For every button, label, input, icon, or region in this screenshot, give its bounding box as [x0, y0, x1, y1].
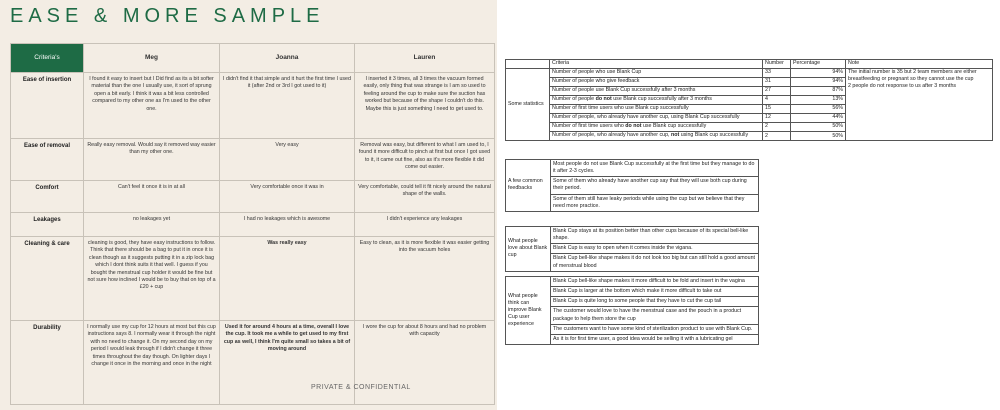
comparison-panel [0, 0, 497, 410]
cell-meg: I found it easy to insert but I Did find as its a bit softer material than the one I usually use, it sort of sprung open a bit early. I think it was a bit less controlled compared to my other one as I'm used to the other one. [84, 73, 220, 139]
feedback-table-love [505, 226, 759, 272]
cell-lauren: I inserted it 3 times, all 3 times the vacuum formed easily, only thing that was strange is I am so used to feeling around the cup to make sure the suction has worked but because of the shape I couldn't do this. Maybe this is just something I need to get used to. [355, 73, 495, 139]
cell-meg: Really easy removal. Would say it removed way easier than my other one. [84, 139, 220, 181]
table-row [11, 213, 495, 237]
stat-number: 2 [763, 123, 791, 132]
stat-percentage: 87% [791, 87, 846, 96]
stat-text: Number of first time users who use Blank cup successfully [552, 105, 689, 111]
stats-notes [846, 69, 993, 141]
cell-joanna: Very easy [220, 139, 355, 181]
row-criteria: Durability [11, 321, 84, 405]
stat-percentage: 50% [791, 132, 846, 141]
stat-number: 12 [763, 114, 791, 123]
table-row [506, 277, 759, 287]
feedback-item: Most people do not use Blank Cup successfully at the first time but they manage to do it after 2-3 cycles. [551, 160, 759, 177]
stats-header-percentage: Percentage [791, 60, 846, 69]
header-joanna: Joanna [220, 44, 355, 73]
stat-bold: do not [595, 96, 612, 102]
stat-criteria [550, 96, 763, 105]
stat-text: Number of people, who already have another cup, using Blank Cup successfully [552, 114, 740, 120]
feedback-item: Blank Cup bell-like shape makes it do not look too big but can still hold a good amount of menstrual blood [551, 254, 759, 271]
note-text: 2 people do not response to us after 3 months [848, 82, 957, 89]
feedback-table-improve [505, 276, 759, 345]
feedback-item: Blank Cup is larger at the bottom which make it more difficult to take out [551, 287, 759, 297]
header-meg: Meg [84, 44, 220, 73]
feedback-label: What people love about Blank cup [506, 227, 551, 272]
cell-lauren: I wore the cup for about 8 hours and had no problem with capacity [355, 321, 495, 405]
table-row [11, 73, 495, 139]
cell-joanna: Was really easy [220, 237, 355, 321]
stat-percentage: 13% [791, 96, 846, 105]
stat-criteria [550, 87, 763, 96]
stat-text: use Blank cup successfully [641, 123, 707, 129]
stat-percentage: 94% [791, 78, 846, 87]
page-title: EASE & MORE SAMPLE [10, 5, 325, 27]
stat-percentage: 56% [791, 105, 846, 114]
header-criteria: Criteria's [11, 44, 84, 73]
cell-meg: cleaning is good, they have easy instructions to follow. Think that there should be a bag to put it in once it is clean though as it suggests putting it in a zip lock bag which I dont think suits it that well. I guess if you bought the menstrual cup holder it would be fine but not sure how inclined I would be to buy that on top of a £20 + cup [84, 237, 220, 321]
stat-text: using Blank cup successfully [679, 132, 749, 138]
stat-text: use Blank cup successfully after 3 months [611, 96, 712, 102]
cell-lauren: Easy to clean, as it is more flexible it was easier getting into the vacuum holes [355, 237, 495, 321]
stat-criteria [550, 78, 763, 87]
cell-meg: I normally use my cup for 12 hours at most but this cup instructions says 8. I normally wear it through the night with no need to change it. On my second day on my period I would leak through if I didn't change it three times throughout the day though. On lighter days I change it once in the morning and once in the night [84, 321, 220, 405]
stats-header-blank [506, 60, 550, 69]
cell-meg: no leakages yet [84, 213, 220, 237]
cell-lauren: Removal was easy, but different to what I am used to, I found it more difficult to pinch at first but once I got used to it, it came out fine, also as it's more flexible it did come out easier. [355, 139, 495, 181]
table-row [506, 227, 759, 244]
row-criteria: Comfort [11, 181, 84, 213]
table-row [506, 160, 759, 177]
comparison-table [10, 43, 495, 405]
cell-joanna: I didn't find it that simple and it hurt the first time I used it (after 2nd or 3rd I got used to it) [220, 73, 355, 139]
stat-number: 31 [763, 78, 791, 87]
feedback-label: A few common feedbacks [506, 160, 551, 212]
stat-number: 4 [763, 96, 791, 105]
stat-criteria [550, 105, 763, 114]
row-criteria: Ease of removal [11, 139, 84, 181]
stats-header-number: Number [763, 60, 791, 69]
stat-text: Number of people who use Blank Cup [552, 69, 642, 75]
feedback-item: The customer would love to have the menstrual case and the pouch in a product package to help them store the cup [551, 307, 759, 324]
cell-lauren: I didn't experience any leakages [355, 213, 495, 237]
stat-number: 33 [763, 69, 791, 78]
stat-text: Number of people, who already have another cup, [552, 132, 671, 138]
feedback-table-common [505, 159, 759, 212]
stat-bold: do not [625, 123, 642, 129]
stat-text: Number of people who give feedback [552, 78, 640, 84]
cell-joanna: I had no leakages which is awesome [220, 213, 355, 237]
note-text: The initial number is 35 but 2 team members are either breastfeeding or pregnant so they cannot use the cup [848, 69, 977, 82]
cell-joanna: Used it for around 4 hours at a time, overall I love the cup. It took me a while to get used to my first cup as well, I think I'm quite small so takes a bit of moving around [220, 321, 355, 405]
cell-lauren: Very comfortable, could tell it fit nicely around the natural shape of the walls. [355, 181, 495, 213]
table-row [506, 69, 993, 78]
feedback-item: Blank Cup bell-like shape makes it more difficult to be fold and insert in the vagina [551, 277, 759, 287]
stat-bold: not [670, 132, 680, 138]
cell-meg: Can't feel it once it is in at all [84, 181, 220, 213]
comparison-header-row [11, 44, 495, 73]
feedback-item: Some of them still have leaky periods while using the cup but we believe that they need more practice. [551, 194, 759, 211]
table-row [11, 181, 495, 213]
statistics-table [505, 59, 993, 141]
stats-label: Some statistics [506, 69, 550, 141]
stat-text: Number of first time users who [552, 123, 626, 129]
stat-criteria [550, 123, 763, 132]
feedback-item: Blank Cup is easy to open when it comes inside the vigana. [551, 244, 759, 254]
stat-percentage: 50% [791, 123, 846, 132]
stat-percentage: 94% [791, 69, 846, 78]
confidential-footer: PRIVATE & CONFIDENTIAL [311, 384, 411, 391]
feedback-item: The customers want to have some kind of sterilization product to use with Blank Cup. [551, 324, 759, 334]
feedback-label: What people think can improve Blank Cup user experience [506, 277, 551, 345]
row-criteria: Leakages [11, 213, 84, 237]
stats-header-row [506, 60, 993, 69]
stats-header-criteria: Criteria [550, 60, 763, 69]
header-lauren: Lauren [355, 44, 495, 73]
stat-criteria [550, 114, 763, 123]
stat-number: 2 [763, 132, 791, 141]
stat-criteria [550, 69, 763, 78]
table-row [11, 139, 495, 181]
stat-number: 15 [763, 105, 791, 114]
table-row [11, 321, 495, 405]
stat-criteria [550, 132, 763, 141]
row-criteria: Ease of insertion [11, 73, 84, 139]
stat-text: Number of people [552, 96, 596, 102]
stat-number: 27 [763, 87, 791, 96]
cell-joanna: Very comfortable once it was in [220, 181, 355, 213]
feedback-item: As it is for first time user, a good idea would be selling it with a lubricating gel [551, 334, 759, 344]
row-criteria: Cleaning & care [11, 237, 84, 321]
stats-header-note: Note [846, 60, 993, 69]
feedback-item: Blank Cup stays at its position better than other cups because of its special bell-like shape. [551, 227, 759, 244]
stat-text: Number of people use Blank Cup successfully after 3 months [552, 87, 696, 93]
table-row [11, 237, 495, 321]
stat-percentage: 44% [791, 114, 846, 123]
feedback-item: Some of them who already have another cup say that they will use both cup during their period. [551, 177, 759, 194]
feedback-item: Blank Cup is quite long to some people that they have to cut the cup tail [551, 297, 759, 307]
